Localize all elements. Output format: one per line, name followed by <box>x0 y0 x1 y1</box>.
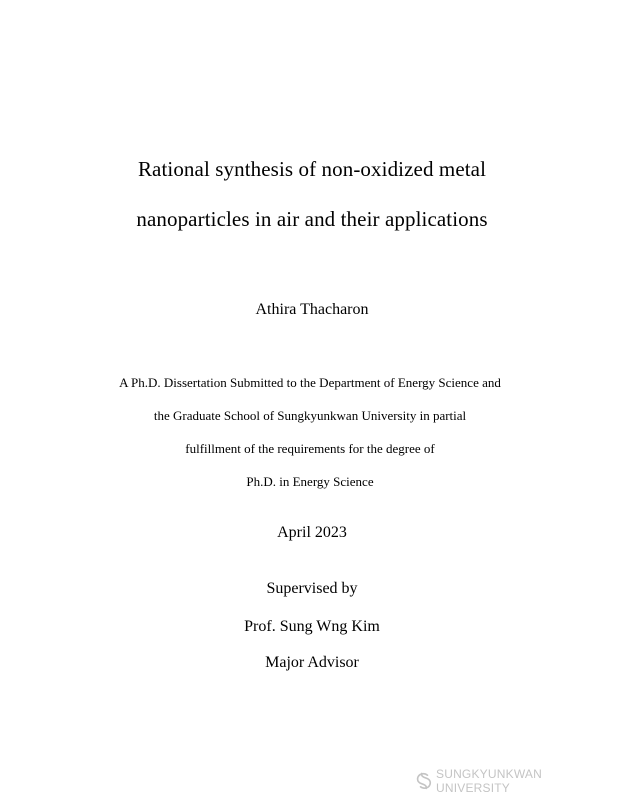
submission-date: April 2023 <box>277 524 347 541</box>
advisor-role: Major Advisor <box>265 654 359 671</box>
watermark-text: SUNGKYUNKWAN UNIVERSITY <box>436 767 542 795</box>
title-line-1: Rational synthesis of non-oxidized metal <box>137 157 487 181</box>
title-line-2: nanoparticles in air and their applications <box>136 207 488 231</box>
advisor-name: Prof. Sung Wng Kim <box>244 618 380 635</box>
statement-line-1: A Ph.D. Dissertation Submitted to the Department of Energy Science and <box>119 375 501 390</box>
university-watermark <box>414 767 618 795</box>
supervised-by-label: Supervised by <box>266 580 358 597</box>
statement-line-4: Ph.D. in Energy Science <box>246 474 374 489</box>
university-logo-icon <box>414 771 434 791</box>
statement-line-3: fulfillment of the requirements for the degree of <box>185 441 435 456</box>
statement-line-2: the Graduate School of Sungkyunkwan University in partial <box>153 408 467 423</box>
author-name: Athira Thacharon <box>255 301 369 318</box>
